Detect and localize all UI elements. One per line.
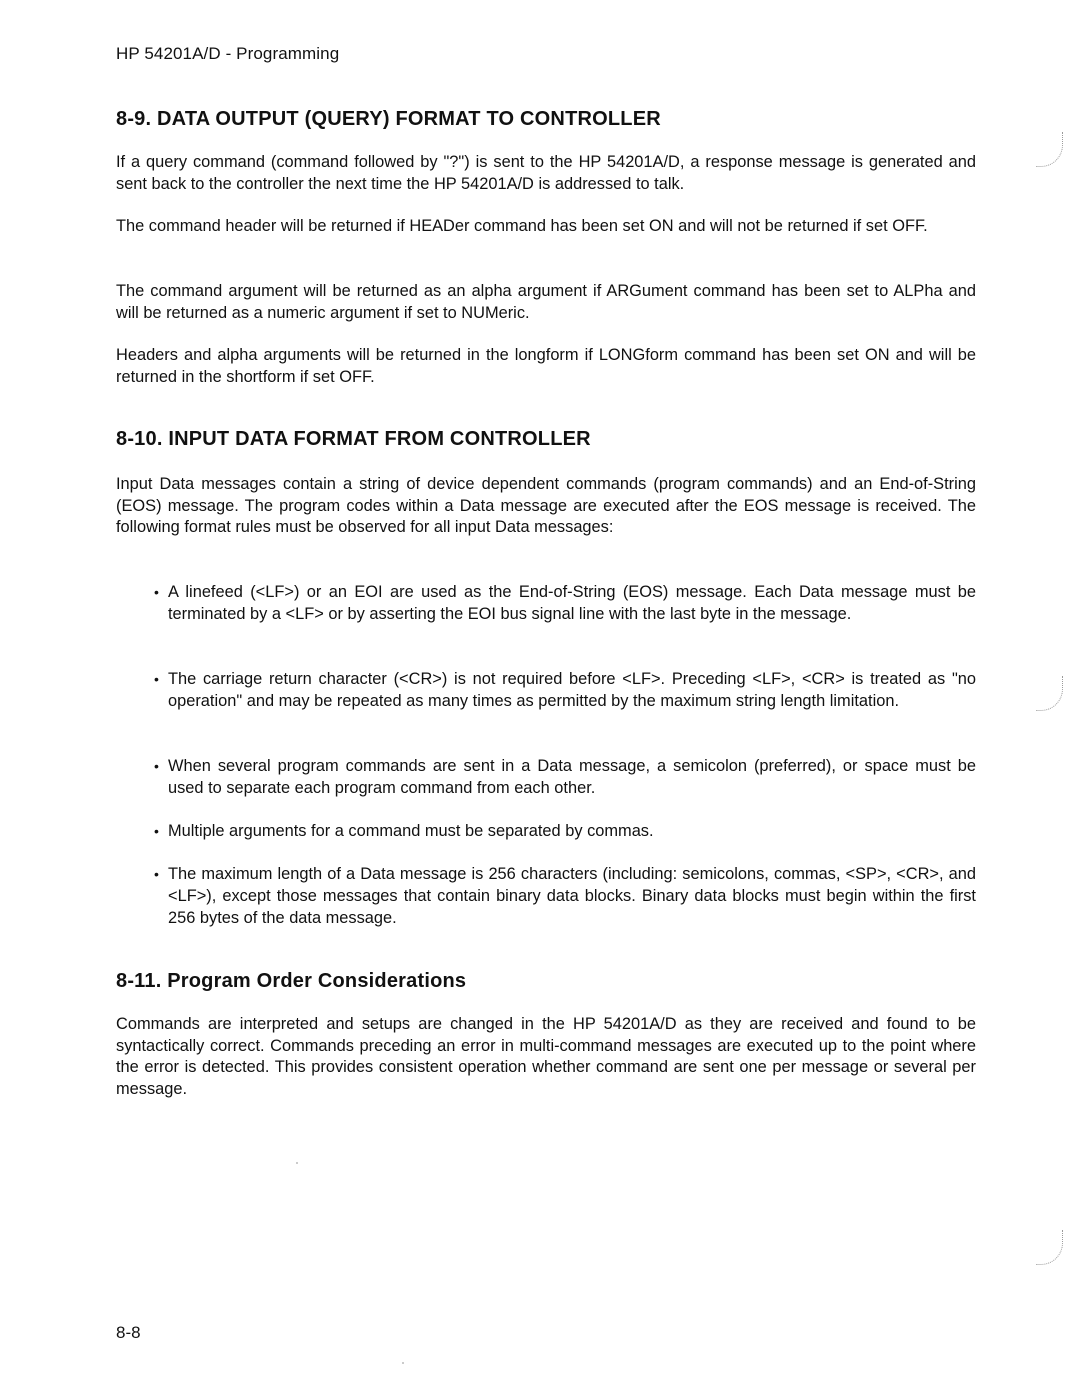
paragraph: The command argument will be returned as an alpha argument if ARGument command has been set to ALPha and will be returned as a numeric argument if set to NUMeric.: [116, 282, 976, 322]
scan-speck: [402, 1362, 404, 1364]
paragraph: Commands are interpreted and setups are changed in the HP 54201A/D as they are received and found to be syntactically correct. Commands preceding an error in multi-command messages are executed up to the point where the error is detected. This provides consistent operation whether command are sent one per message or several per message.: [116, 1015, 976, 1098]
list-item: • The carriage return character (<CR>) is not required before <LF>. Preceding <LF>, <CR> is treated as "no operation" and may be repeated as many times as permitted by the maximum string length limitation.: [168, 668, 976, 712]
binder-hole-mark: [1036, 676, 1063, 711]
paragraph: The command header will be returned if HEADer command has been set ON and will not be returned if set OFF.: [116, 217, 928, 235]
paragraph: Input Data messages contain a string of device dependent commands (program commands) and an End-of-String (EOS) message. The program codes within a Data message are executed after the EOS message is received. The following format rules must be observed for all input Data messages:: [116, 475, 976, 536]
binder-hole-mark: [1036, 1230, 1063, 1265]
section-heading-8-11: 8-11. Program Order Considerations: [116, 970, 467, 992]
section-heading-8-10: 8-10. INPUT DATA FORMAT FROM CONTROLLER: [116, 428, 591, 450]
list-item: • Multiple arguments for a command must be separated by commas.: [168, 820, 976, 842]
paragraph: If a query command (command followed by "?") is sent to the HP 54201A/D, a response message is generated and sent back to the controller the next time the HP 54201A/D is addressed to talk.: [116, 153, 976, 193]
list-item: • When several program commands are sent in a Data message, a semicolon (preferred), or space must be used to separate each program command from each other.: [168, 755, 976, 799]
page-number: 8-8: [116, 1323, 141, 1342]
section-heading-8-9: 8-9. DATA OUTPUT (QUERY) FORMAT TO CONTROLLER: [116, 108, 661, 130]
running-header: HP 54201A/D - Programming: [116, 44, 340, 63]
scan-speck: [296, 1162, 298, 1164]
binder-hole-mark: [1036, 132, 1063, 167]
paragraph: Headers and alpha arguments will be returned in the longform if LONGform command has been set ON and will be returned in the shortform if set OFF.: [116, 346, 976, 386]
list-item: • A linefeed (<LF>) or an EOI are used as the End-of-String (EOS) message. Each Data message must be terminated by a <LF> or by asserting the EOI bus signal line with the last byte in the message.: [168, 581, 976, 625]
list-item: • The maximum length of a Data message is 256 characters (including: semicolons, commas, <SP>, <CR>, and <LF>), except those messages that contain binary data blocks. Binary data blocks must begin within the first 256 bytes of the data message.: [168, 863, 976, 929]
